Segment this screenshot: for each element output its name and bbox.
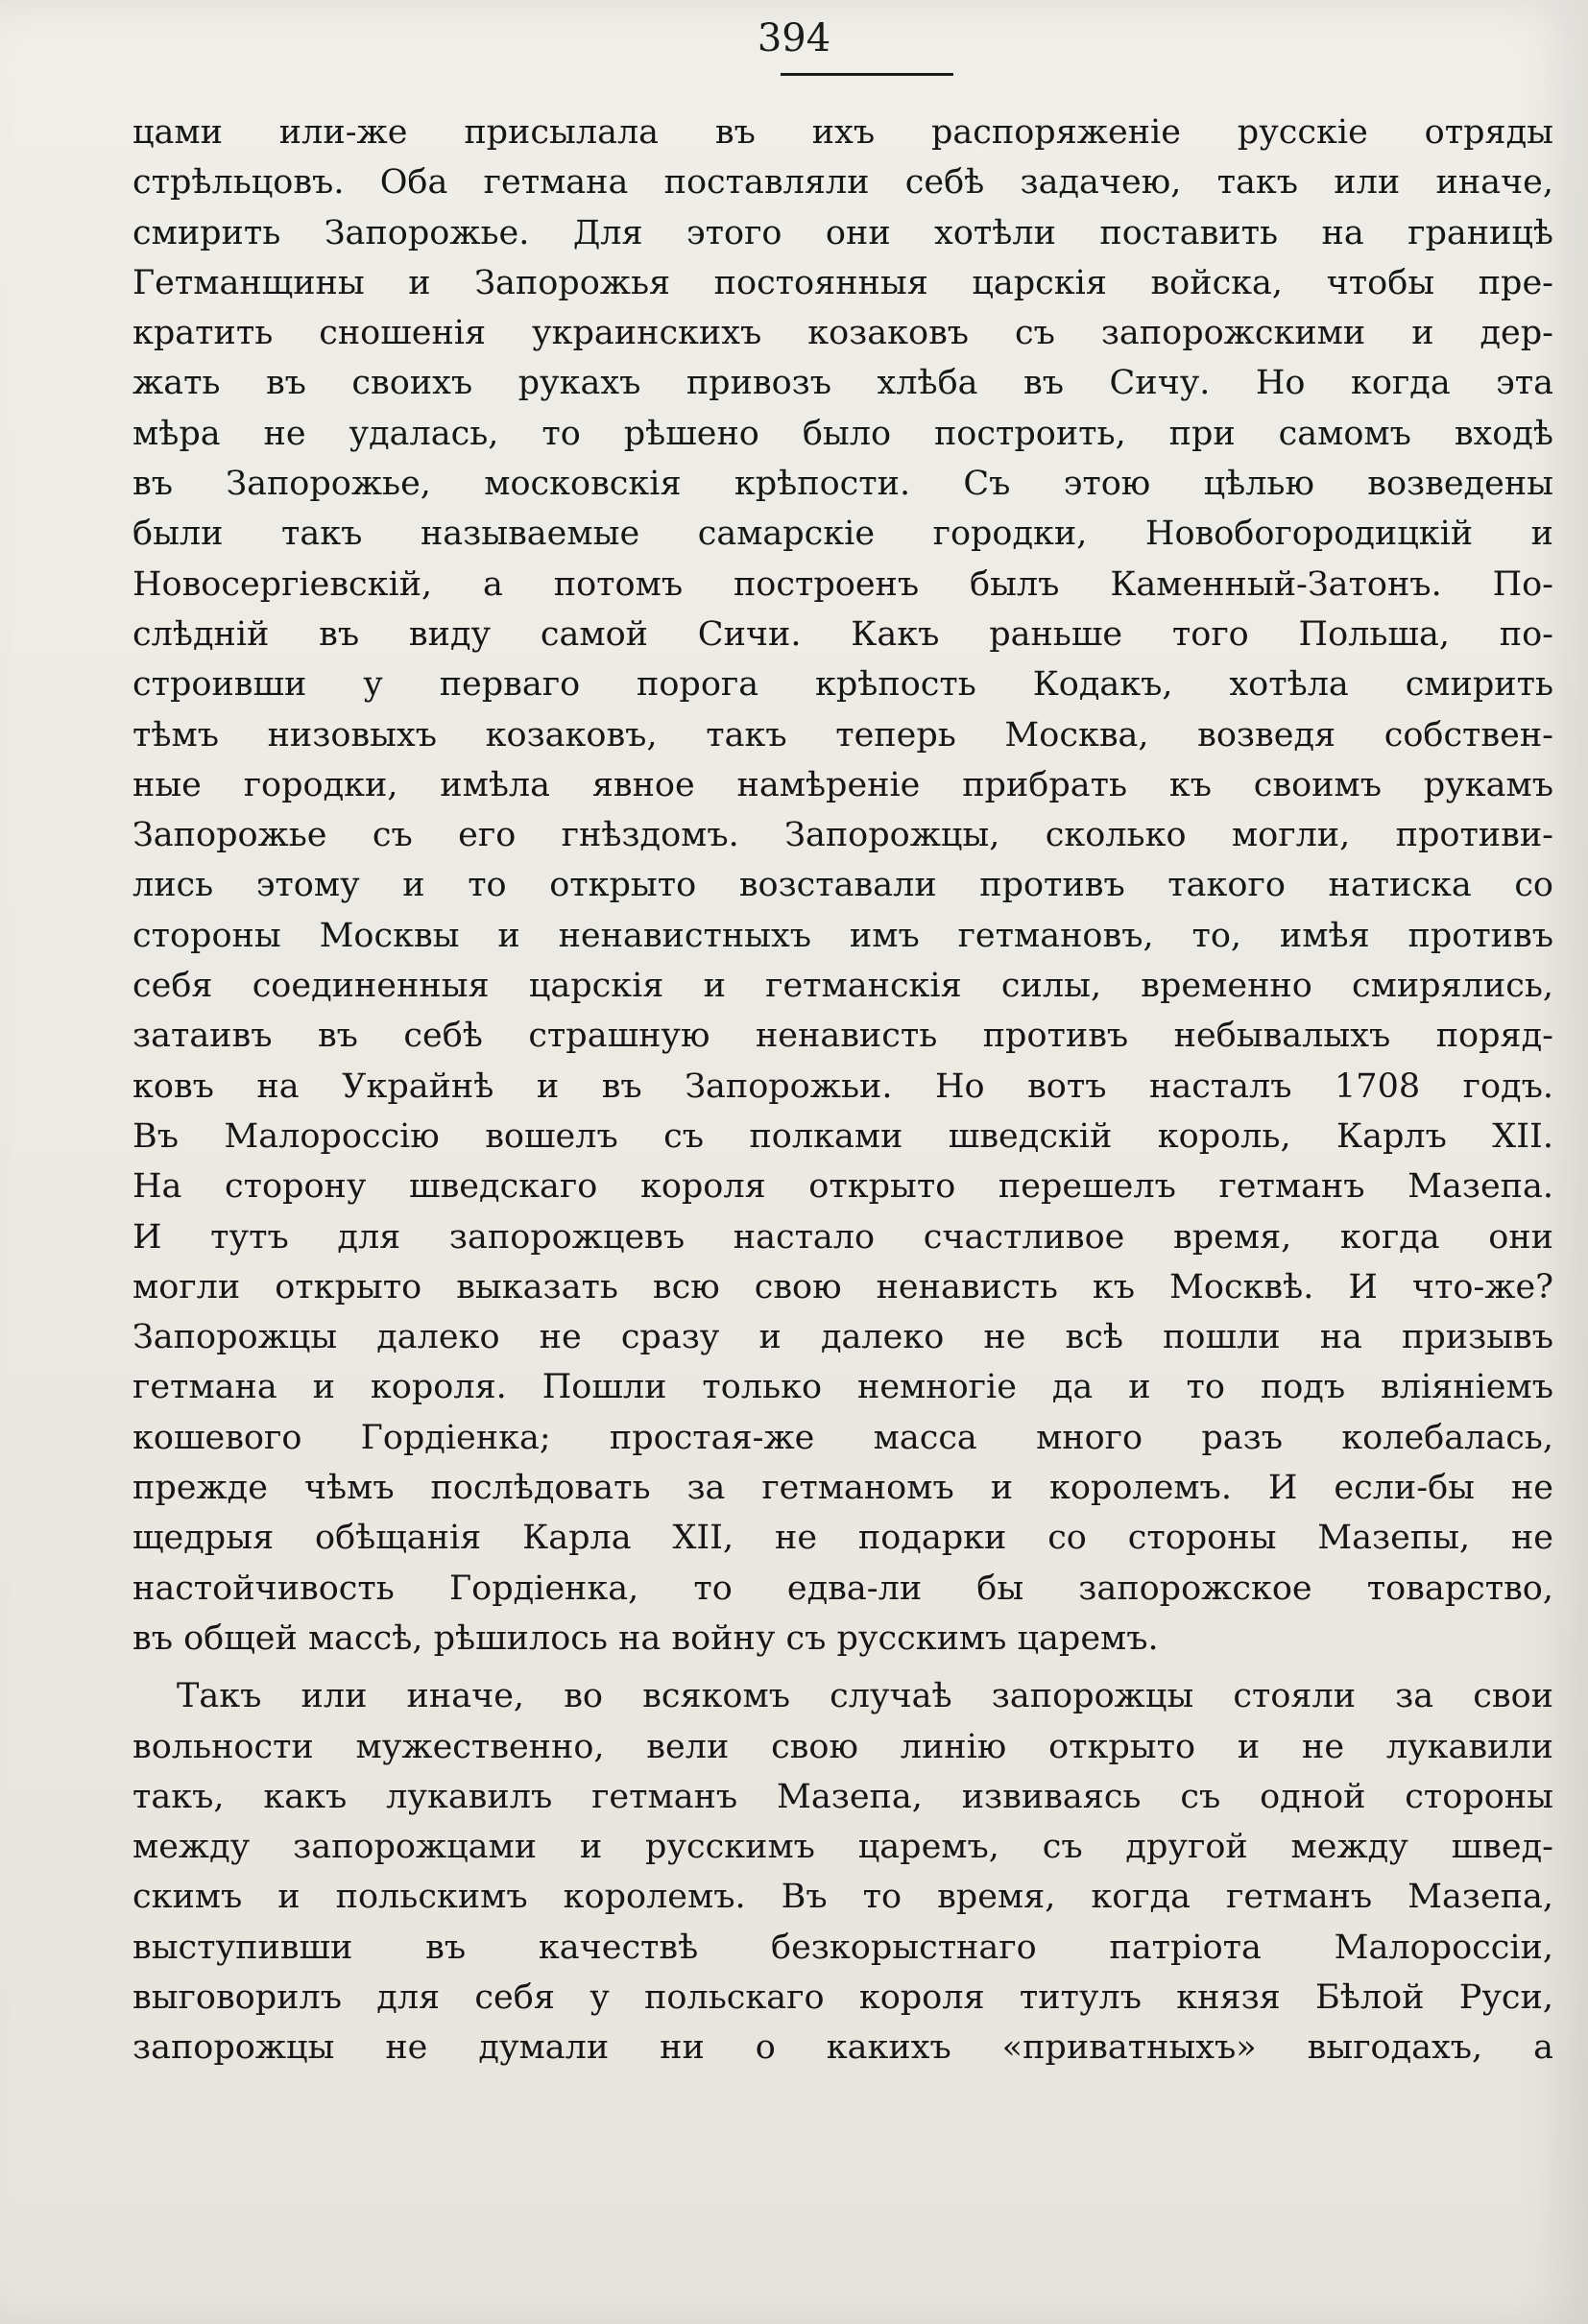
text-line: ковъ на Украйнѣ и въ Запорожьи. Но вотъ насталъ 1708 годъ. bbox=[132, 1066, 1553, 1106]
text-line: могли открыто выказать всю свою ненависть къ Москвѣ. И что-же? bbox=[132, 1267, 1553, 1306]
text-line: тѣмъ низовыхъ козаковъ, такъ теперь Москва, возведя собствен- bbox=[132, 715, 1553, 755]
text-line: На сторону шведскаго короля открыто перешелъ гетманъ Мазепа. bbox=[132, 1167, 1553, 1207]
text-line: такъ, какъ лукавилъ гетманъ Мазепа, извиваясь съ одной стороны bbox=[132, 1777, 1553, 1816]
text-line: затаивъ въ себѣ страшную ненависть противъ небывалыхъ поряд- bbox=[132, 1017, 1553, 1056]
text-line: Новосергіевскій, а потомъ построенъ былъ Каменный-Затонъ. По- bbox=[132, 564, 1553, 604]
text-line: Гетманщины и Запорожья постоянныя царскія войска, чтобы пре- bbox=[132, 263, 1553, 302]
text-line: цами или-же присылала въ ихъ распоряженіе русскіе отряды bbox=[132, 113, 1553, 152]
text-line: слѣдній въ виду самой Сичи. Какъ раньше того Польша, по- bbox=[132, 614, 1553, 654]
text-line: кратить сношенія украинскихъ козаковъ съ запорожскими и дер- bbox=[132, 314, 1553, 353]
text-line: лись этому и то открыто возставали противъ такого натиска со bbox=[132, 866, 1553, 905]
text-line: Въ Малороссію вошелъ съ полками шведскій король, Карлъ XII. bbox=[132, 1116, 1553, 1156]
text-line: И тутъ для запорожцевъ настало счастливое время, когда они bbox=[132, 1217, 1553, 1257]
text-line: между запорожцами и русскимъ царемъ, съ другой между швед- bbox=[132, 1828, 1553, 1867]
text-line: жать въ своихъ рукахъ привозъ хлѣба въ Сичу. Но когда эта bbox=[132, 364, 1553, 403]
text-line: стрѣльцовъ. Оба гетмана поставляли себѣ задачею, такъ или иначе, bbox=[132, 163, 1553, 203]
text-line: выговорилъ для себя у польскаго короля титулъ князя Бѣлой Руси, bbox=[132, 1977, 1553, 2017]
page-number: 394 bbox=[757, 16, 831, 60]
text-line: вольности мужественно, вели свою линію открыто и не лукавили bbox=[132, 1727, 1553, 1766]
text-line: настойчивость Гордіенка, то едва-ли бы запорожское товарство, bbox=[132, 1569, 1553, 1608]
text-line: гетмана и короля. Пошли только немногіе да и то подъ вліяніемъ bbox=[132, 1368, 1553, 1407]
text-line: стороны Москвы и ненавистныхъ имъ гетмановъ, то, имѣя противъ bbox=[132, 916, 1553, 955]
text-line: строивши у перваго порога крѣпость Кодакъ, хотѣла смирить bbox=[132, 665, 1553, 705]
text-line: щедрыя обѣщанія Карла XII, не подарки со стороны Мазепы, не bbox=[132, 1519, 1553, 1558]
text-line: Запорожцы далеко не сразу и далеко не всѣ пошли на призывъ bbox=[132, 1318, 1553, 1357]
text-line: прежде чѣмъ послѣдовать за гетманомъ и королемъ. И если-бы не bbox=[132, 1469, 1553, 1508]
paragraph bbox=[132, 108, 1553, 1664]
text-line: въ Запорожье, московскія крѣпости. Съ этою цѣлью возведены bbox=[132, 465, 1553, 504]
paragraph bbox=[132, 1671, 1553, 2072]
text-line: запорожцы не думали ни о какихъ «приватныхъ» выгодахъ, а bbox=[132, 2028, 1553, 2068]
text-line: себя соединенныя царскія и гетманскія силы, временно смирялись, bbox=[132, 967, 1553, 1006]
paragraph-gap bbox=[132, 1664, 1553, 1671]
page-text bbox=[132, 108, 1553, 2073]
text-line: смирить Запорожье. Для этого они хотѣли поставить на границѣ bbox=[132, 213, 1553, 252]
page-number-rule bbox=[781, 73, 953, 76]
text-line: ные городки, имѣла явное намѣреніе прибрать къ своимъ рукамъ bbox=[132, 765, 1553, 804]
text-line: кошевого Гордіенка; простая-же масса много разъ колебалась, bbox=[132, 1418, 1553, 1457]
text-line: въ общей массѣ, рѣшилось на войну съ русскимъ царемъ. bbox=[132, 1618, 1159, 1658]
text-line: скимъ и польскимъ королемъ. Въ то время, когда гетманъ Мазепа, bbox=[132, 1878, 1553, 1917]
text-line: Запорожье съ его гнѣздомъ. Запорожцы, сколько могли, противи- bbox=[132, 816, 1553, 855]
text-line: были такъ называемые самарскіе городки, Новобогородицкій и bbox=[132, 515, 1553, 554]
text-line: выступивши въ качествѣ безкорыстнаго патріота Малороссіи, bbox=[132, 1928, 1553, 1967]
text-line: мѣра не удалась, то рѣшено было построить, при самомъ входѣ bbox=[132, 414, 1553, 453]
text-line: Такъ или иначе, во всякомъ случаѣ запорожцы стояли за свои bbox=[177, 1677, 1553, 1716]
